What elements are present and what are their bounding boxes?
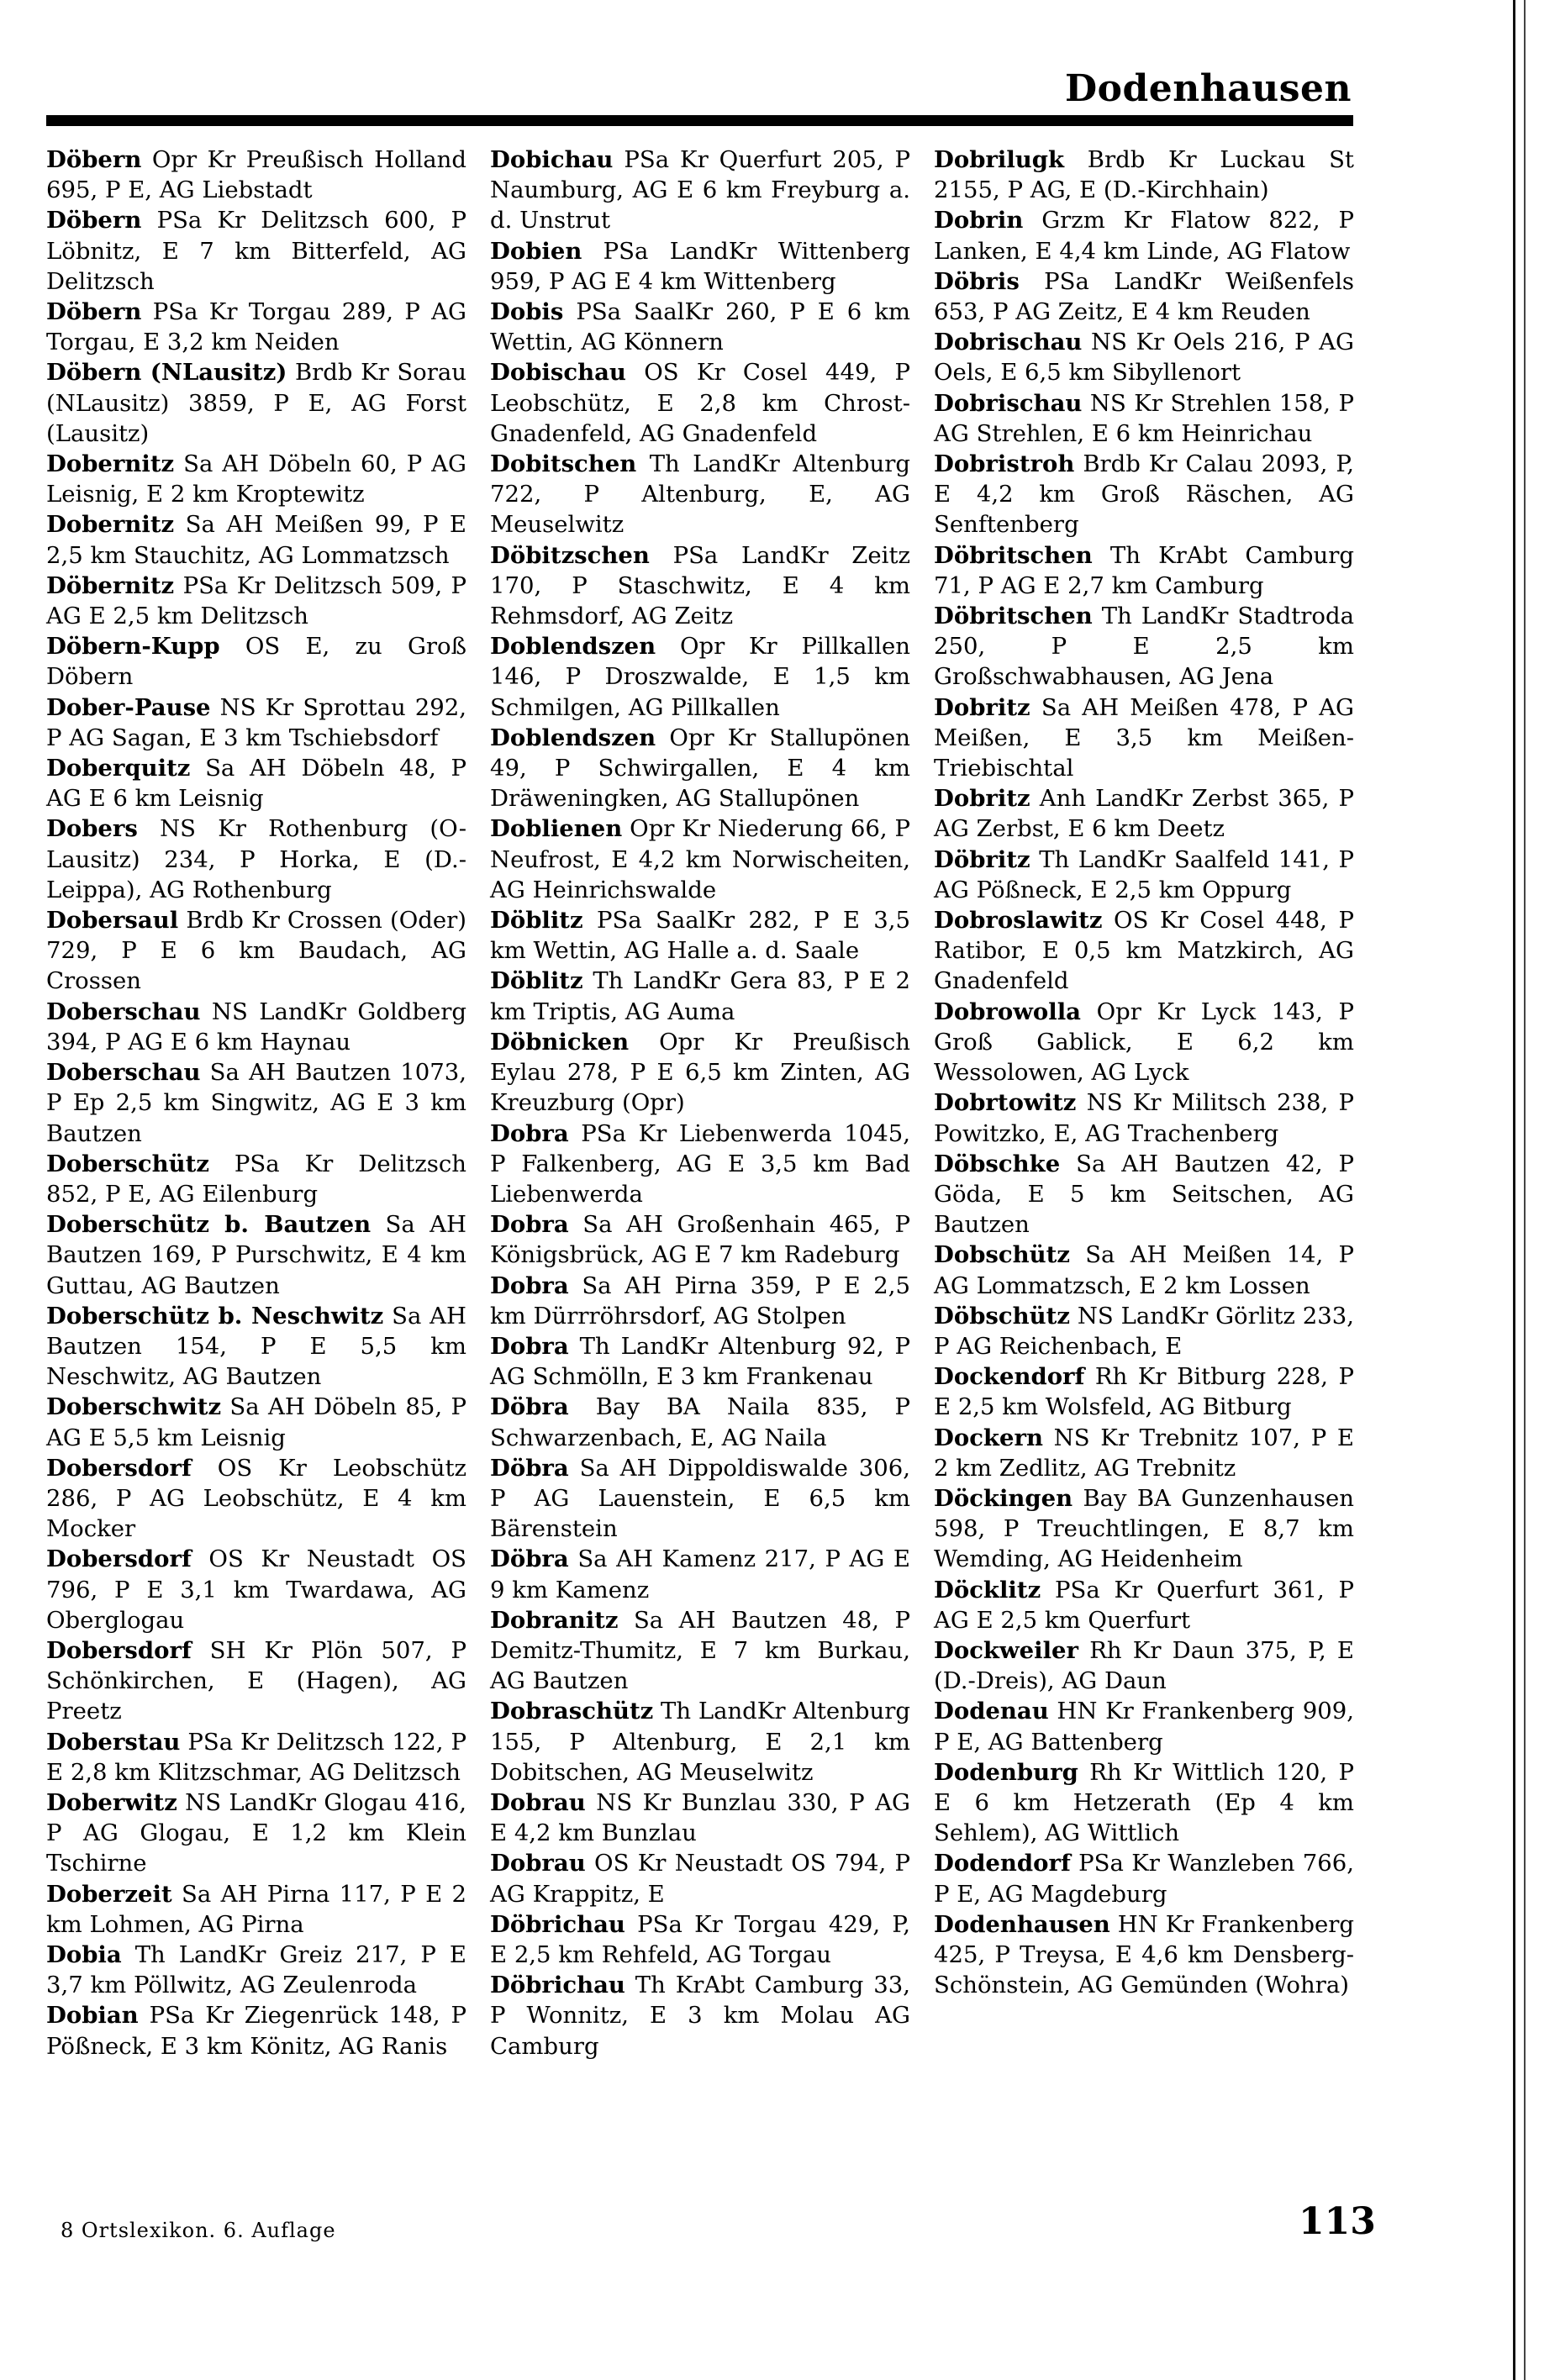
entry-headword: Dobersdorf	[46, 1636, 192, 1664]
gazetteer-entry	[46, 1788, 466, 1879]
gazetteer-entry	[934, 266, 1354, 327]
entry-headword: Dobernitz	[46, 450, 175, 478]
gazetteer-entry	[490, 723, 910, 814]
gazetteer-entry	[46, 205, 466, 297]
page-edge-binding	[1513, 0, 1526, 2380]
entry-headword: Dobranitz	[490, 1606, 619, 1634]
entry-details: Brdb Kr Luckau St 2155, P AG, E (D.-Kirchhain)	[934, 146, 1354, 204]
entry-headword: Döbra	[490, 1454, 569, 1482]
entry-headword: Dobis	[490, 298, 564, 326]
entry-headword: Dobrau	[490, 1850, 586, 1877]
entry-headword: Döbern	[46, 207, 142, 234]
entry-headword: Dobschütz	[934, 1241, 1070, 1269]
entry-details: Th LandKr Altenburg 722, P Altenburg, E, AG Meuselwitz	[490, 450, 910, 539]
entry-details: Brdb Kr Sorau (NLausitz) 3859, P E, AG Forst (Lausitz)	[46, 359, 466, 447]
entry-headword: Dobraschütz	[490, 1698, 654, 1725]
gazetteer-entry	[490, 1392, 910, 1452]
entry-headword: Dobra	[490, 1272, 569, 1299]
gazetteer-entry	[934, 145, 1354, 205]
entry-headword: Dobia	[46, 1940, 122, 1968]
gazetteer-entry	[934, 1635, 1354, 1696]
entry-details: PSa Kr Delitzsch 852, P E, AG Eilenburg	[46, 1150, 466, 1208]
entry-headword: Dober-Pause	[46, 693, 211, 721]
entry-headword: Dobrin	[934, 207, 1024, 234]
gazetteer-entry	[46, 1940, 466, 2000]
gazetteer-entry	[490, 1453, 910, 1545]
entry-details: Sa AH Bautzen 154, P E 5,5 km Neschwitz, AG Bautzen	[46, 1302, 466, 1391]
entry-headword: Doberschütz	[46, 1150, 209, 1177]
gazetteer-entry	[490, 1909, 910, 1970]
entry-details: Sa AH Döbeln 48, P AG E 6 km Leisnig	[46, 755, 466, 813]
gazetteer-entry	[934, 692, 1354, 784]
entry-details: PSa LandKr Wittenberg 959, P AG E 4 km Wittenberg	[490, 237, 910, 295]
entry-headword: Dobrischau	[934, 329, 1083, 356]
header-rule	[46, 115, 1353, 126]
gazetteer-entry	[490, 236, 910, 297]
entry-headword: Döbitzschen	[490, 541, 650, 569]
entry-headword: Doberquitz	[46, 755, 191, 782]
entry-details: Th LandKr Saalfeld 141, P AG Pößneck, E 2,5 km Oppurg	[934, 845, 1354, 903]
entry-headword: Dodendorf	[934, 1850, 1071, 1877]
entry-details: Sa AH Döbeln 60, P AG Leisnig, E 2 km Kroptewitz	[46, 450, 466, 508]
gazetteer-entry	[490, 1119, 910, 1210]
gazetteer-entry	[46, 2000, 466, 2061]
entry-details: Th LandKr Greiz 217, P E 3,7 km Pöllwitz, AG Zeulenroda	[46, 1940, 467, 1999]
entry-columns	[46, 145, 1357, 2195]
entry-details: NS Kr Oels 216, P AG Oels, E 6,5 km Sibyllenort	[934, 329, 1354, 387]
entry-details: Opr Kr Lyck 143, P Groß Gablick, E 6,2 km Wessolowen, AG Lyck	[934, 998, 1354, 1087]
entry-headword: Dobersdorf	[46, 1454, 192, 1482]
entry-details: OS Kr Leobschütz 286, P AG Leobschütz, E 4 km Mocker	[46, 1454, 467, 1543]
entry-details: PSa Kr Querfurt 361, P AG E 2,5 km Querfurt	[934, 1576, 1354, 1634]
entry-details: PSa Kr Wanzleben 766, P E, AG Magdeburg	[934, 1850, 1355, 1908]
entry-details: Sa AH Bautzen 1073, P Ep 2,5 km Singwitz, AG E 3 km Bautzen	[46, 1059, 466, 1147]
entry-details: NS Kr Strehlen 158, P AG Strehlen, E 6 km Heinrichau	[934, 389, 1354, 447]
gazetteer-entry	[490, 1788, 910, 1848]
entry-headword: Döbritz	[934, 845, 1030, 873]
entry-details: PSa Kr Delitzsch 122, P E 2,8 km Klitzschmar, AG Delitzsch	[46, 1728, 466, 1786]
gazetteer-entry	[934, 997, 1354, 1088]
entry-headword: Doberschütz b. Bautzen	[46, 1211, 372, 1239]
entry-headword: Dobers	[46, 815, 138, 843]
entry-details: Opr Kr Stallupönen 49, P Schwirgallen, E 4 km Dräweningken, AG Stallupönen	[490, 724, 910, 813]
entry-headword: Doberschau	[46, 998, 201, 1025]
entry-details: Rh Kr Bitburg 228, P E 2,5 km Wolsfeld, AG Bitburg	[934, 1363, 1354, 1421]
entry-details: PSa Kr Ziegenrück 148, P Pößneck, E 3 km Könitz, AG Ranis	[46, 2002, 466, 2060]
gazetteer-entry	[46, 297, 466, 357]
gazetteer-entry	[490, 145, 910, 236]
gazetteer-entry	[934, 1423, 1354, 1483]
entry-details: Bay BA Gunzenhausen 598, P Treuchtlingen, E 8,7 km Wemding, AG Heidenheim	[934, 1484, 1354, 1573]
entry-details: Th LandKr Stadtroda 250, P E 2,5 km Großschwabhausen, AG Jena	[934, 603, 1354, 691]
entry-details: Grzm Kr Flatow 822, P Lanken, E 4,4 km Linde, AG Flatow	[934, 207, 1354, 265]
entry-details: HN Kr Frankenberg 909, P E, AG Battenberg	[934, 1698, 1354, 1756]
gazetteer-entry	[490, 1848, 910, 1909]
gazetteer-entry	[46, 1879, 466, 1940]
gazetteer-entry	[46, 1057, 466, 1149]
entry-details: Th KrAbt Camburg 33, P Wonnitz, E 3 km Molau AG Camburg	[490, 1972, 911, 2060]
entry-details: Sa AH Meißen 14, P AG Lommatzsch, E 2 km Lossen	[934, 1241, 1354, 1299]
entry-details: Sa AH Döbeln 85, P AG E 5,5 km Leisnig	[46, 1393, 466, 1451]
gazetteer-entry	[46, 449, 466, 509]
entry-details: PSa Kr Delitzsch 509, P AG E 2,5 km Delitzsch	[46, 571, 466, 630]
entry-headword: Dobersaul	[46, 907, 179, 935]
gazetteer-entry	[934, 1848, 1354, 1909]
entry-details: NS Kr Bunzlau 330, P AG E 4,2 km Bunzlau	[490, 1788, 910, 1847]
running-head: Dodenhausen	[1065, 67, 1352, 110]
entry-details: PSa SaalKr 282, P E 3,5 km Wettin, AG Halle a. d. Saale	[490, 907, 910, 965]
entry-details: PSa Kr Delitzsch 600, P Löbnitz, E 7 km Bitterfeld, AG Delitzsch	[46, 207, 466, 295]
gazetteer-entry	[490, 631, 910, 723]
gazetteer-entry	[490, 1209, 910, 1270]
gazetteer-entry	[934, 1240, 1354, 1300]
gazetteer-entry	[934, 845, 1354, 905]
entry-headword: Döckingen	[934, 1484, 1073, 1512]
gazetteer-entry	[46, 1392, 466, 1452]
gazetteer-entry	[934, 1696, 1354, 1756]
gazetteer-entry	[490, 1271, 910, 1331]
gazetteer-entry	[46, 1544, 466, 1635]
entry-details: Opr Kr Pillkallen 146, P Droszwalde, E 1,5 km Schmilgen, AG Pillkallen	[490, 633, 910, 721]
gazetteer-entry	[934, 327, 1354, 387]
entry-details: Sa AH Bautzen 42, P Göda, E 5 km Seitschen, AG Bautzen	[934, 1150, 1354, 1239]
entry-headword: Döbschütz	[934, 1302, 1070, 1330]
gazetteer-entry	[934, 388, 1354, 449]
gazetteer-entry	[934, 905, 1354, 997]
gazetteer-entry	[490, 1970, 910, 2061]
entry-headword: Döbschke	[934, 1150, 1061, 1177]
gazetteer-entry	[934, 205, 1354, 266]
gazetteer-entry	[46, 631, 466, 692]
entry-headword: Doberschau	[46, 1059, 201, 1087]
entry-details: Th LandKr Altenburg 92, P AG Schmölln, E 3 km Frankenau	[490, 1332, 910, 1391]
gazetteer-entry	[934, 1757, 1354, 1849]
gazetteer-entry	[934, 1361, 1354, 1422]
entry-headword: Döbrichau	[490, 1910, 625, 1938]
entry-details: Anh LandKr Zerbst 365, P AG Zerbst, E 6 km Deetz	[934, 785, 1354, 843]
gazetteer-entry	[934, 540, 1354, 601]
entry-details: PSa LandKr Zeitz 170, P Staschwitz, E 4 km Rehmsdorf, AG Zeitz	[490, 541, 910, 630]
entry-headword: Doblienen	[490, 815, 623, 843]
gazetteer-entry	[934, 1575, 1354, 1635]
entry-headword: Dobra	[490, 1332, 569, 1360]
entry-headword: Döbern (NLausitz)	[46, 359, 287, 387]
entry-headword: Dobrischau	[934, 389, 1083, 417]
gazetteer-entry	[934, 1483, 1354, 1575]
entry-details: Th LandKr Gera 83, P E 2 km Triptis, AG Auma	[490, 967, 910, 1025]
entry-headword: Dobristroh	[934, 450, 1075, 478]
gazetteer-entry	[934, 1301, 1354, 1361]
entry-details: NS LandKr Goldberg 394, P AG E 6 km Haynau	[46, 998, 466, 1056]
entry-headword: Dobrowolla	[934, 998, 1081, 1025]
gazetteer-entry	[934, 449, 1354, 540]
entry-details: OS Kr Neustadt OS 794, P AG Krappitz, E	[490, 1850, 910, 1908]
column-1	[46, 145, 466, 2195]
entry-headword: Doberstau	[46, 1728, 181, 1756]
entry-details: NS Kr Trebnitz 107, P E 2 km Zedlitz, AG Trebnitz	[934, 1424, 1354, 1482]
entry-headword: Döbern	[46, 146, 142, 173]
entry-details: PSa Kr Torgau 289, P AG Torgau, E 3,2 km Neiden	[46, 298, 466, 356]
entry-details: Sa AH Bautzen 169, P Purschwitz, E 4 km Guttau, AG Bautzen	[46, 1211, 466, 1299]
gazetteer-entry	[490, 1544, 910, 1604]
gazetteer-entry	[490, 297, 910, 357]
entry-details: Th LandKr Altenburg 155, P Altenburg, E 2,1 km Dobitschen, AG Meuselwitz	[490, 1698, 910, 1786]
entry-details: OS Kr Cosel 449, P Leobschütz, E 2,8 km Chrost-Gnadenfeld, AG Gnadenfeld	[490, 359, 910, 447]
entry-headword: Dobroslawitz	[934, 907, 1103, 935]
entry-headword: Dodenhausen	[934, 1910, 1110, 1938]
entry-details: Brdb Kr Calau 2093, P, E 4,2 km Groß Räschen, AG Senftenberg	[934, 450, 1354, 539]
entry-headword: Dobian	[46, 2002, 139, 2030]
gazetteer-entry	[46, 1301, 466, 1393]
gazetteer-entry	[934, 1087, 1354, 1148]
gazetteer-entry	[490, 905, 910, 966]
entry-details: NS LandKr Görlitz 233, P AG Reichenbach, E	[934, 1302, 1354, 1360]
entry-headword: Dobernitz	[46, 511, 175, 539]
entry-details: PSa LandKr Weißenfels 653, P AG Zeitz, E 4 km Reuden	[934, 267, 1354, 326]
gazetteer-entry	[490, 1027, 910, 1119]
entry-headword: Döbris	[934, 267, 1020, 295]
entry-details: NS Kr Militsch 238, P Powitzko, E, AG Trachenberg	[934, 1089, 1354, 1147]
entry-headword: Doblendszen	[490, 724, 656, 751]
entry-details: Brdb Kr Crossen (Oder) 729, P E 6 km Baudach, AG Crossen	[46, 907, 466, 995]
gazetteer-entry	[490, 449, 910, 540]
entry-headword: Dobrtowitz	[934, 1089, 1077, 1117]
gazetteer-entry	[46, 1453, 466, 1545]
entry-details: PSa Kr Liebenwerda 1045, P Falkenberg, AG E 3,5 km Bad Liebenwerda	[490, 1119, 910, 1208]
entry-headword: Döbritschen	[934, 541, 1093, 569]
gazetteer-entry	[490, 1331, 910, 1392]
entry-headword: Dockweiler	[934, 1636, 1079, 1664]
gazetteer-entry	[490, 966, 910, 1026]
gazetteer-entry	[490, 1696, 910, 1788]
gazetteer-entry	[46, 1635, 466, 1727]
entry-headword: Dobitschen	[490, 450, 637, 478]
gazetteer-entry	[490, 540, 910, 632]
entry-headword: Dockern	[934, 1424, 1043, 1451]
entry-details: Sa AH Meißen 478, P AG Meißen, E 3,5 km Meißen-Triebischtal	[934, 693, 1354, 782]
entry-details: SH Kr Plön 507, P Schönkirchen, E (Hagen), AG Preetz	[46, 1636, 466, 1725]
entry-details: PSa Kr Torgau 429, P, E 2,5 km Rehfeld, AG Torgau	[490, 1910, 910, 1968]
entry-details: Rh Kr Wittlich 120, P E 6 km Hetzerath (Ep 4 km Sehlem), AG Wittlich	[934, 1758, 1354, 1847]
entry-details: Sa AH Pirna 117, P E 2 km Lohmen, AG Pirna	[46, 1880, 466, 1938]
entry-headword: Dockendorf	[934, 1363, 1085, 1391]
entry-headword: Döblitz	[490, 907, 583, 935]
entry-details: Sa AH Kamenz 217, P AG E 9 km Kamenz	[490, 1545, 911, 1603]
entry-details: Th KrAbt Camburg 71, P AG E 2,7 km Camburg	[934, 541, 1354, 599]
gazetteer-entry	[46, 357, 466, 449]
entry-headword: Döcklitz	[934, 1576, 1041, 1603]
entry-headword: Döbnicken	[490, 1028, 630, 1056]
gazetteer-entry	[934, 1149, 1354, 1240]
entry-details: Opr Kr Preußisch Holland 695, P E, AG Liebstadt	[46, 146, 466, 204]
entry-headword: Dodenburg	[934, 1758, 1078, 1786]
printer-signature: 8 Ortslexikon. 6. Auflage	[61, 2219, 336, 2242]
entry-headword: Döbrichau	[490, 1972, 625, 1999]
entry-headword: Doberwitz	[46, 1788, 177, 1816]
entry-headword: Döbra	[490, 1545, 569, 1573]
entry-headword: Döbern	[46, 298, 142, 326]
entry-headword: Döblitz	[490, 967, 583, 995]
entry-details: Opr Kr Niederung 66, P Neufrost, E 4,2 km Norwischeiten, AG Heinrichswalde	[490, 815, 910, 903]
gazetteer-entry	[934, 1909, 1354, 2001]
column-2	[490, 145, 910, 2195]
entry-details: Opr Kr Preußisch Eylau 278, P E 6,5 km Zinten, AG Kreuzburg (Opr)	[490, 1028, 910, 1117]
entry-headword: Döbritschen	[934, 603, 1093, 630]
entry-headword: Dobra	[490, 1211, 569, 1239]
entry-headword: Dobersdorf	[46, 1545, 192, 1573]
entry-headword: Doberschwitz	[46, 1393, 222, 1421]
entry-details: OS Kr Neustadt OS 796, P E 3,1 km Twardawa, AG Oberglogau	[46, 1545, 466, 1634]
entry-headword: Dobischau	[490, 359, 626, 387]
entry-details: Sa AH Dippoldiswalde 306, P AG Lauenstein, E 6,5 km Bärenstein	[490, 1454, 910, 1543]
gazetteer-entry	[934, 783, 1354, 844]
entry-details: NS Kr Rothenburg (O-Lausitz) 234, P Horka, E (D.-Leippa), AG Rothenburg	[46, 815, 466, 903]
entry-details: Bay BA Naila 835, P Schwarzenbach, E, AG Naila	[490, 1393, 910, 1451]
gazetteer-entry	[46, 571, 466, 631]
entry-headword: Dobrau	[490, 1788, 586, 1816]
entry-details: Sa AH Großenhain 465, P Königsbrück, AG E 7 km Radeburg	[490, 1211, 910, 1269]
gazetteer-entry	[46, 814, 466, 905]
entry-headword: Dobien	[490, 237, 582, 265]
entry-headword: Dodenau	[934, 1698, 1049, 1725]
entry-headword: Döbernitz	[46, 571, 175, 599]
entry-details: Sa AH Bautzen 48, P Demitz-Thumitz, E 7 km Burkau, AG Bautzen	[490, 1606, 910, 1695]
entry-details: HN Kr Frankenberg 425, P Treysa, E 4,6 km Densberg-Schönstein, AG Gemünden (Wohra)	[934, 1910, 1355, 1999]
entry-details: OS Kr Cosel 448, P Ratibor, E 0,5 km Matzkirch, AG Gnadenfeld	[934, 907, 1354, 995]
entry-headword: Dobichau	[490, 146, 614, 173]
entry-headword: Dobra	[490, 1119, 569, 1147]
entry-headword: Dobrilugk	[934, 146, 1065, 173]
gazetteer-entry	[46, 509, 466, 570]
gazetteer-entry	[46, 692, 466, 753]
gazetteer-entry	[46, 145, 466, 205]
gazetteer-entry	[490, 357, 910, 449]
gazetteer-entry	[46, 997, 466, 1057]
gazetteer-entry	[46, 1727, 466, 1788]
entry-headword: Doberschütz b. Neschwitz	[46, 1302, 384, 1330]
entry-details: NS Kr Sprottau 292, P AG Sagan, E 3 km Tschiebsdorf	[46, 693, 466, 751]
entry-details: Rh Kr Daun 375, P, E (D.-Dreis), AG Daun	[934, 1636, 1354, 1695]
entry-headword: Döbra	[490, 1393, 569, 1421]
entry-details: NS LandKr Glogau 416, P AG Glogau, E 1,2 km Klein Tschirne	[46, 1788, 466, 1877]
entry-details: Sa AH Meißen 99, P E 2,5 km Stauchitz, AG Lommatzsch	[46, 511, 466, 569]
entry-headword: Dobritz	[934, 693, 1030, 721]
entry-headword: Dobritz	[934, 785, 1030, 813]
gazetteer-entry	[934, 601, 1354, 692]
entry-details: PSa Kr Querfurt 205, P Naumburg, AG E 6 km Freyburg a. d. Unstrut	[490, 146, 910, 234]
gazetteer-entry	[46, 905, 466, 997]
entry-headword: Döbern-Kupp	[46, 633, 220, 661]
entry-details: OS E, zu Groß Döbern	[46, 633, 466, 691]
gazetteer-entry	[490, 814, 910, 905]
entry-headword: Doberzeit	[46, 1880, 172, 1908]
gazetteer-entry	[46, 1149, 466, 1209]
gazetteer-entry	[46, 753, 466, 814]
gazetteer-entry	[46, 1209, 466, 1301]
page-number: 113	[1299, 2200, 1376, 2243]
entry-headword: Doblendszen	[490, 633, 656, 661]
entry-details: PSa SaalKr 260, P E 6 km Wettin, AG Könnern	[490, 298, 910, 356]
gazetteer-entry	[490, 1605, 910, 1697]
column-3	[934, 145, 1354, 2195]
entry-details: Sa AH Pirna 359, P E 2,5 km Dürrröhrsdorf, AG Stolpen	[490, 1272, 910, 1330]
